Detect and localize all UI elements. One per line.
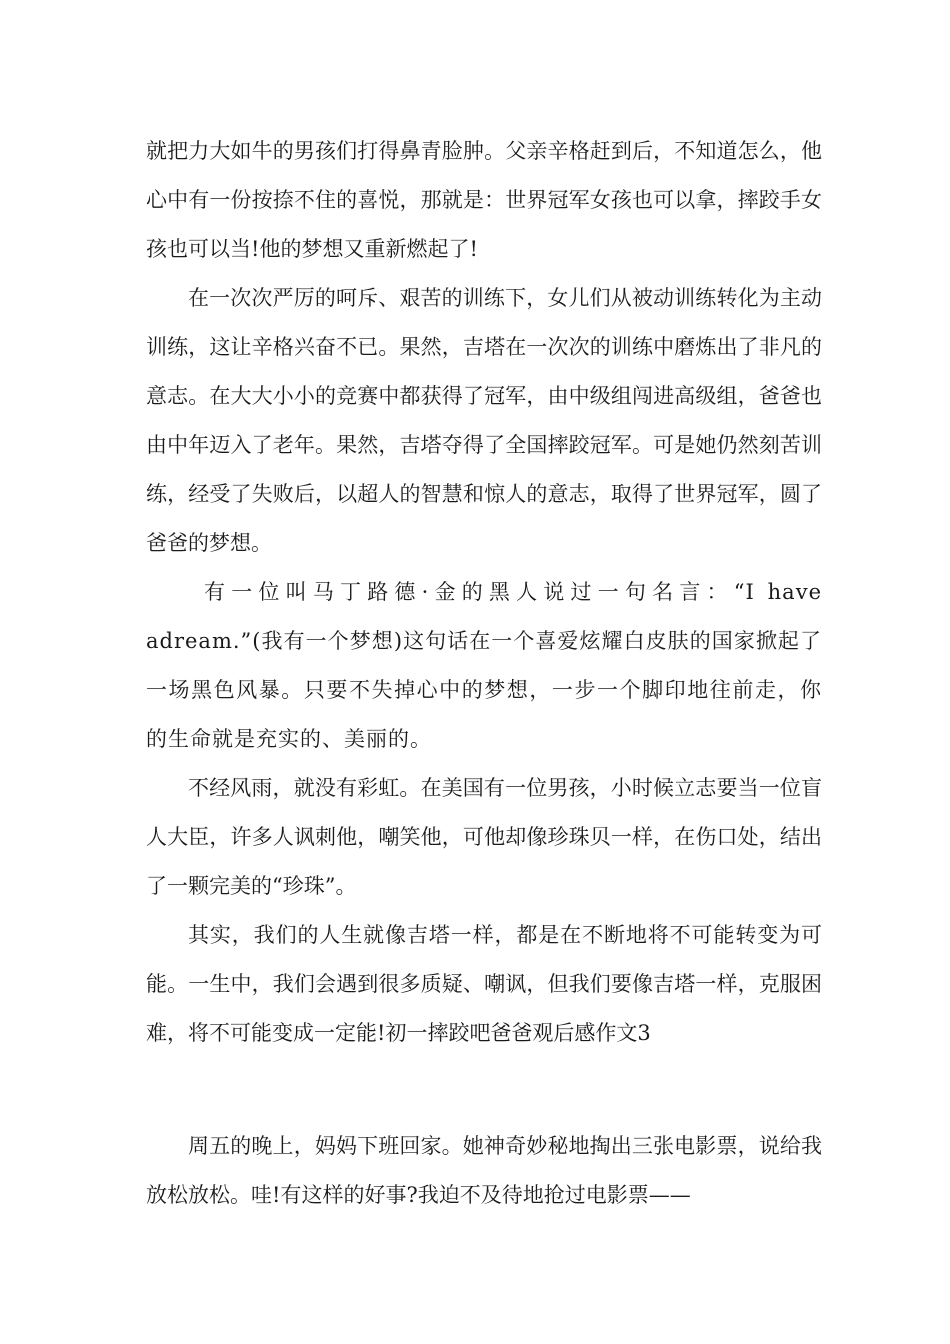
paragraph-2: 在一次次严厉的呵斥、艰苦的训练下，女儿们从被动训练转化为主动训练，这让辛格兴奋不已。果然，吉塔在一次次的训练中磨炼出了非凡的意志。在大大小小的竞赛中都获得了冠军，由中级组闯进高级组，爸爸也由中年迈入了老年。果然，吉塔夺得了全国摔跤冠军。可是她仍然刻苦训练，经受了失败后，以超人的智慧和惊人的意志，取得了世界冠军，圆了爸爸的梦想。 [146, 286, 822, 555]
paragraph-6: 周五的晚上，妈妈下班回家。她神奇妙秘地掏出三张电影票，说给我放松放松。哇!有这样的好事?我迫不及待地抢过电影票—— [146, 1134, 822, 1207]
paragraph-5: 其实，我们的人生就像吉塔一样，都是在不断地将不可能转变为可能。一生中，我们会遇到很多质疑、嘲讽，但我们要像吉塔一样，克服困难，将不可能变成一定能!初一摔跤吧爸爸观后感作文3 [146, 923, 822, 1045]
paragraph-1: 就把力大如牛的男孩们打得鼻青脸肿。父亲辛格赶到后，不知道怎么，他心中有一份按捺不住的喜悦，那就是：世界冠军女孩也可以拿，摔跤手女孩也可以当!他的梦想又重新燃起了! [146, 139, 822, 261]
body-text-lower [146, 1122, 822, 1220]
paragraph-3: 有一位叫马丁路德·金的黑人说过一句名言：“I have adream.”(我有一个梦想)这句话在一个喜爱炫耀白皮肤的国家掀起了一场黑色风暴。只要不失掉心中的梦想，一步一个脚印地往前走，你的生命就是充实的、美丽的。 [146, 580, 822, 751]
paragraph-4: 不经风雨，就没有彩虹。在美国有一位男孩，小时候立志要当一位盲人大臣，许多人讽刺他，嘲笑他，可他却像珍珠贝一样，在伤口处，结出了一颗完美的“珍珠”。 [146, 776, 822, 898]
body-text-upper [146, 127, 822, 1058]
